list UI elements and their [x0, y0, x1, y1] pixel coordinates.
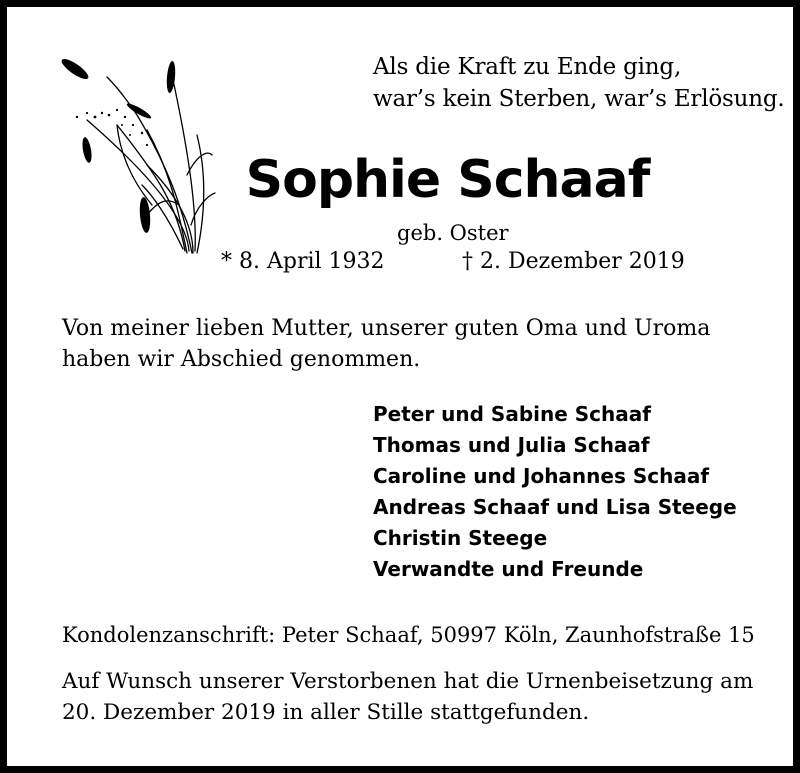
death-date: † 2. Dezember 2019 — [462, 249, 685, 274]
message-line: haben wir Abschied genommen. — [62, 347, 421, 372]
life-dates — [221, 247, 701, 277]
motto-line: Als die Kraft zu Ende ging, — [373, 54, 682, 80]
motto-verse — [373, 51, 785, 115]
birth-name: geb. Oster — [397, 221, 509, 245]
note-line: Auf Wunsch unserer Verstorbenen hat die Urnenbeisetzung am — [62, 669, 754, 694]
birth-date: * 8. April 1932 — [221, 249, 385, 274]
mourners-list — [373, 399, 737, 585]
condolence-address: Kondolenzanschrift: Peter Schaaf, 50997 Köln, Zaunhofstraße 15 — [62, 623, 755, 647]
mourner-entry: Verwandte und Freunde — [373, 557, 644, 581]
farewell-message — [62, 313, 710, 375]
note-line: 20. Dezember 2019 in aller Stille stattgefunden. — [62, 700, 590, 725]
mourner-entry: Thomas und Julia Schaaf — [373, 433, 650, 457]
mourner-entry: Peter und Sabine Schaaf — [373, 402, 651, 426]
mourner-entry: Andreas Schaaf und Lisa Steege — [373, 495, 737, 519]
mourner-entry: Christin Steege — [373, 526, 548, 550]
burial-note — [62, 666, 762, 728]
motto-line: war’s kein Sterben, war’s Erlösung. — [373, 86, 785, 112]
deceased-name: Sophie Schaaf — [245, 150, 650, 210]
mourner-entry: Caroline und Johannes Schaaf — [373, 464, 710, 488]
message-line: Von meiner lieben Mutter, unserer guten Oma und Uroma — [62, 316, 711, 341]
